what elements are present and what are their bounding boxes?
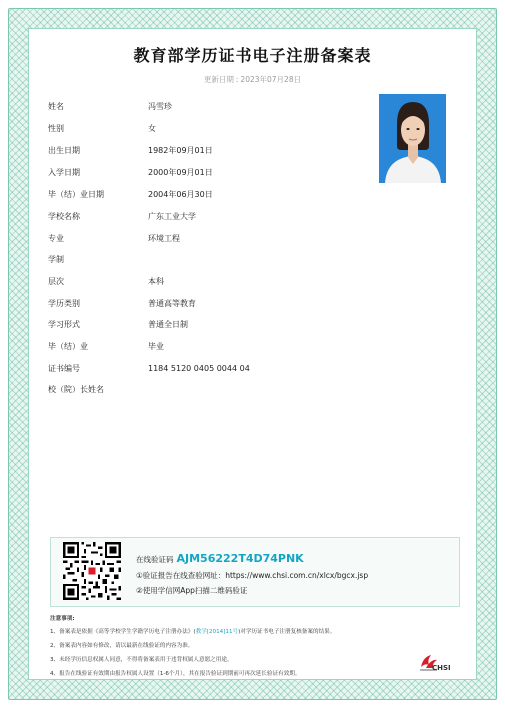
- field-label: 学习形式: [48, 320, 80, 329]
- field-label: 入学日期: [48, 168, 80, 177]
- field-value: 2000年09月01日: [148, 168, 213, 177]
- field-value: 女: [148, 124, 156, 133]
- page-title: 教育部学历证书电子注册备案表: [133, 46, 372, 65]
- field-label: 毕（结）业日期: [48, 190, 104, 199]
- note-item: 4、报告在线验证有效期由报告权属人设置（1-6个月），其在报告验证到期前可再次延长验证有效期。: [50, 671, 301, 677]
- notes-title: 注意事项:: [50, 616, 75, 622]
- note-item: 3、未经学历信息权属人同意，不得将备案表用于违背权属人意愿之用途。: [50, 657, 233, 663]
- field-label: 证书编号: [48, 364, 80, 373]
- field-value: 冯雪珍: [148, 102, 172, 111]
- field-label: 专业: [48, 234, 64, 243]
- note-item: [50, 627, 450, 635]
- regulation-link[interactable]: 教学[2014]11号: [195, 629, 239, 635]
- field-label: 姓名: [48, 102, 64, 111]
- verification-code: AJM56222T4D74PNK: [176, 552, 304, 565]
- note-text: )对学历证书电子注册复核备案的结果。: [238, 629, 336, 635]
- qr-code-icon[interactable]: [63, 542, 121, 600]
- field-value: 普通高等教育: [148, 299, 196, 308]
- field-value: 2004年06月30日: [148, 190, 213, 199]
- update-date: 更新日期 : 2023年07月28日: [203, 75, 302, 84]
- field-value: 毕业: [148, 342, 164, 351]
- field-label: 性别: [48, 124, 64, 133]
- field-value: 本科: [148, 277, 164, 286]
- field-label: 毕（结）业: [48, 342, 88, 351]
- note-item: 2、备案表内容如有修改，请以最新在线验证的内容为准。: [50, 643, 194, 649]
- field-value: 普通全日制: [148, 320, 188, 329]
- field-label: 校（院）长姓名: [48, 385, 104, 394]
- verification-code-label: 在线验证码: [136, 555, 174, 564]
- verification-url-line: ①验证报告在线查验网址：https://www.chsi.com.cn/xlcx/bgcx.jsp: [136, 571, 369, 580]
- note-text: 1、备案表是依据《高等学校学生学籍学历电子注册办法》(: [50, 629, 196, 635]
- update-date-label: 更新日期: [203, 75, 234, 84]
- update-date-value: 2023年07月28日: [240, 75, 302, 84]
- field-value: 1184 5120 0405 0044 04: [148, 364, 250, 373]
- field-label: 层次: [48, 277, 64, 286]
- portrait-photo: [379, 94, 446, 183]
- chsi-logo-text: CHSI: [432, 664, 451, 672]
- field-value: 环境工程: [148, 234, 180, 243]
- notes-section: [50, 614, 450, 683]
- portrait-illustration: [379, 94, 446, 183]
- field-label: 学历类别: [48, 299, 80, 308]
- verification-code-row: [136, 552, 304, 565]
- field-label: 学制: [48, 255, 64, 264]
- field-value: 广东工业大学: [148, 212, 196, 221]
- field-label: 学校名称: [48, 212, 80, 221]
- field-label: 出生日期: [48, 146, 80, 155]
- verification-app-line: ②使用学信网App扫描二维码验证: [136, 586, 248, 595]
- field-value: 1982年09月01日: [148, 146, 213, 155]
